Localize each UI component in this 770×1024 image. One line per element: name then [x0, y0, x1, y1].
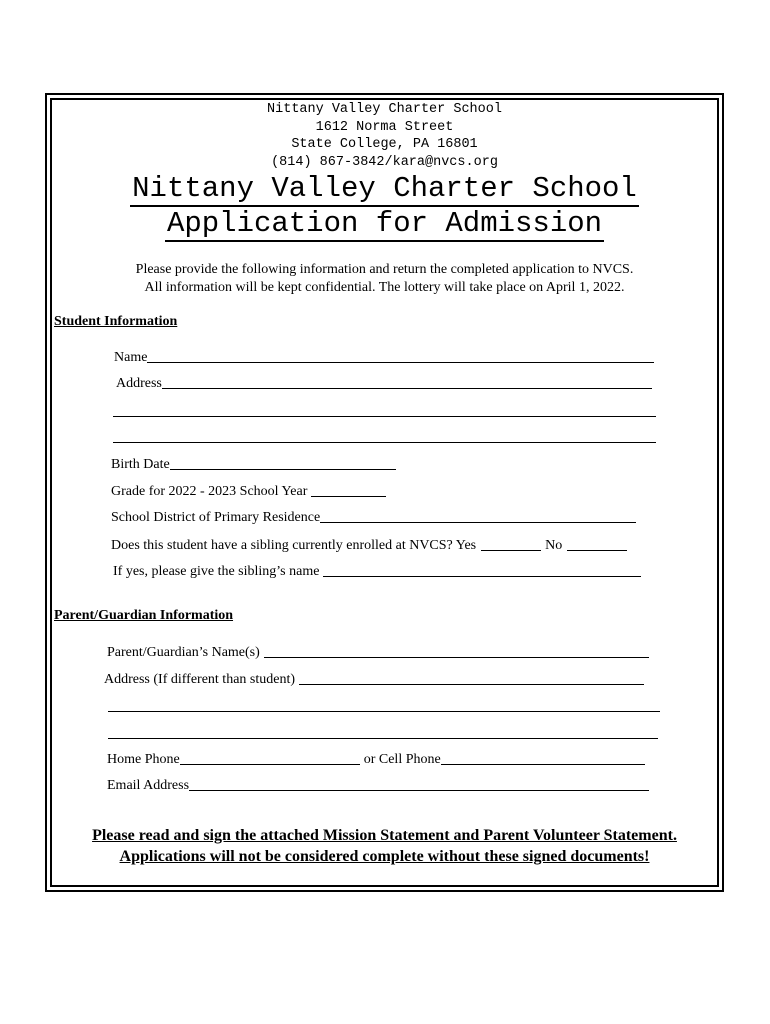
- parent-name-label: Parent/Guardian’s Name(s): [107, 645, 260, 660]
- notice-line-2: Applications will not be considered complete without these signed documents!: [119, 848, 650, 865]
- intro-line-2: All information will be kept confidential. The lottery will take place on April 1, 2022.: [144, 280, 625, 295]
- email-label: Email Address: [107, 778, 190, 793]
- parent-address-field[interactable]: [104, 670, 644, 688]
- district-label: School District of Primary Residence: [111, 510, 321, 525]
- phone-field[interactable]: [107, 750, 645, 768]
- school-name-small: Nittany Valley Charter School: [267, 102, 502, 117]
- parent-address-label: Address (If different than student): [104, 672, 296, 687]
- cell-phone-label: or Cell Phone: [363, 752, 441, 767]
- title-line-2: [50, 207, 719, 241]
- birth-date-label: Birth Date: [111, 457, 170, 472]
- student-name-label: Name: [114, 350, 148, 365]
- sibling-name-field[interactable]: [113, 562, 641, 580]
- title-text-1: Nittany Valley Charter School: [132, 172, 637, 205]
- sibling-question-field[interactable]: [111, 536, 627, 554]
- sibling-question-label: Does this student have a sibling currently enrolled at NVCS? Yes: [111, 538, 477, 553]
- title-text-2: Application for Admission: [166, 207, 603, 240]
- student-address-line-2[interactable]: [113, 416, 656, 417]
- student-address-field[interactable]: [116, 374, 652, 392]
- title-line-1: [50, 172, 719, 206]
- grade-line[interactable]: [311, 483, 386, 497]
- email-field[interactable]: [107, 776, 649, 794]
- district-field[interactable]: [111, 508, 636, 526]
- notice-line-1: Please read and sign the attached Mission Statement and Parent Volunteer Statement.: [92, 827, 677, 844]
- parent-name-field[interactable]: [107, 643, 649, 661]
- student-address-line-3[interactable]: [113, 442, 656, 443]
- student-name-field[interactable]: [114, 348, 654, 366]
- intro-line-1: Please provide the following information and return the completed application to NVCS.: [135, 262, 634, 277]
- student-info-heading: Student Information: [54, 314, 178, 329]
- parent-address-line-2[interactable]: [108, 711, 660, 712]
- student-name-line[interactable]: [147, 349, 654, 363]
- student-address-line[interactable]: [162, 375, 652, 389]
- school-contact: (814) 867-3842/kara@nvcs.org: [271, 154, 498, 170]
- student-address-label: Address: [116, 376, 162, 391]
- home-phone-line[interactable]: [180, 751, 360, 765]
- grade-field[interactable]: [111, 482, 386, 500]
- parent-address-line[interactable]: [299, 671, 644, 685]
- email-line[interactable]: [189, 777, 649, 791]
- parent-name-line[interactable]: [264, 644, 649, 658]
- school-street: 1612 Norma Street: [315, 119, 454, 135]
- parent-address-line-3[interactable]: [108, 738, 658, 739]
- birth-date-field[interactable]: [111, 455, 396, 473]
- sibling-name-label: If yes, please give the sibling’s name: [113, 564, 320, 579]
- grade-label: Grade for 2022 - 2023 School Year: [111, 484, 308, 499]
- sibling-yes-line[interactable]: [481, 537, 541, 551]
- home-phone-label: Home Phone: [107, 752, 180, 767]
- parent-info-heading: Parent/Guardian Information: [54, 608, 234, 623]
- birth-date-line[interactable]: [170, 456, 396, 470]
- sibling-no-label: No: [545, 538, 563, 553]
- district-line[interactable]: [320, 509, 636, 523]
- sibling-no-line[interactable]: [567, 537, 627, 551]
- sibling-name-line[interactable]: [323, 563, 641, 577]
- cell-phone-line[interactable]: [441, 751, 645, 765]
- school-city: State College, PA 16801: [291, 137, 478, 153]
